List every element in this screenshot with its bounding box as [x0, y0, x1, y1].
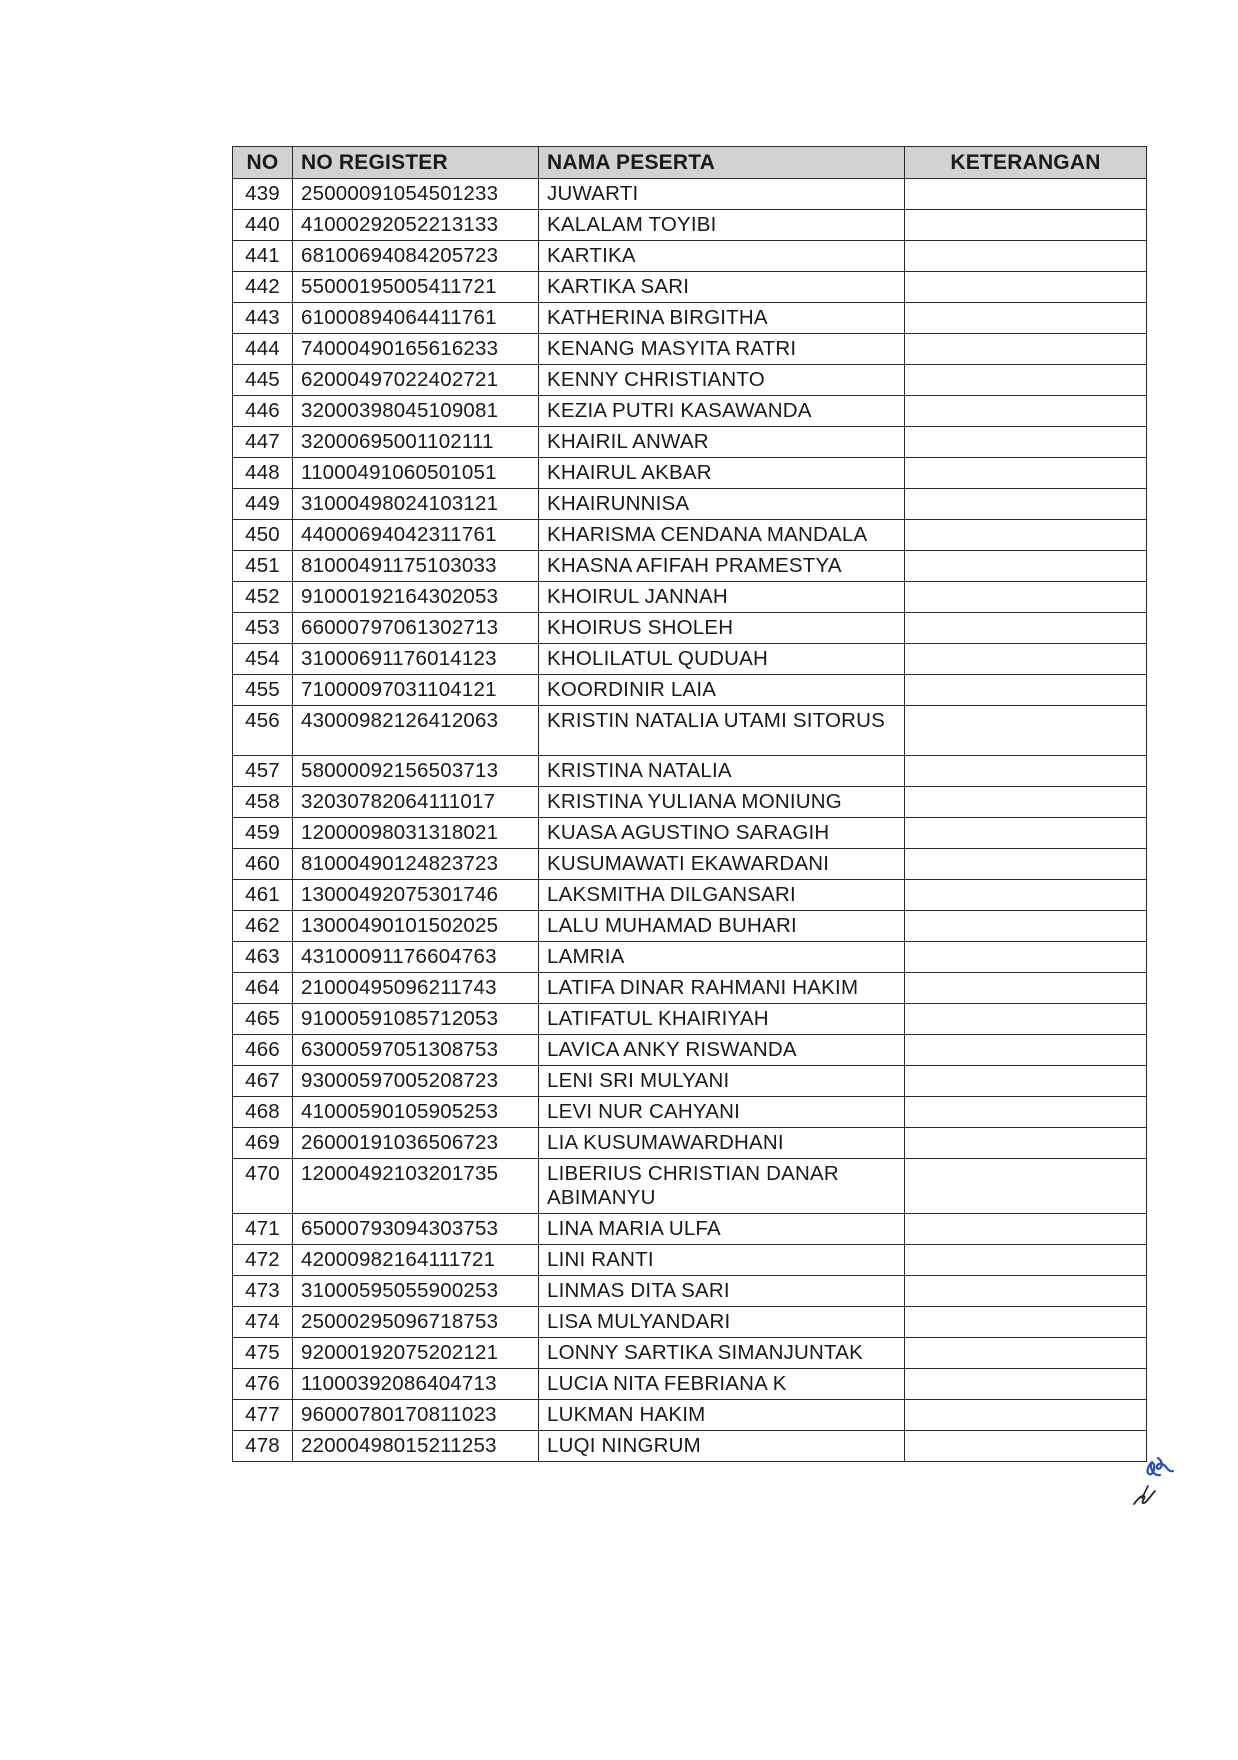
table-row	[233, 489, 1147, 520]
cell-no: 440	[233, 210, 293, 241]
table-row	[233, 334, 1147, 365]
cell-register: 31000595055900253	[293, 1276, 539, 1307]
cell-no: 470	[233, 1159, 293, 1214]
table-row	[233, 818, 1147, 849]
cell-name: KEZIA PUTRI KASAWANDA	[539, 396, 905, 427]
cell-no: 442	[233, 272, 293, 303]
cell-register: 63000597051308753	[293, 1035, 539, 1066]
table-row	[233, 179, 1147, 210]
cell-name: LATIFATUL KHAIRIYAH	[539, 1004, 905, 1035]
cell-no: 460	[233, 849, 293, 880]
cell-register: 26000191036506723	[293, 1128, 539, 1159]
table-row	[233, 849, 1147, 880]
cell-name: LUKMAN HAKIM	[539, 1400, 905, 1431]
table-row	[233, 458, 1147, 489]
cell-register: 32030782064111017	[293, 787, 539, 818]
cell-name: KUSUMAWATI EKAWARDANI	[539, 849, 905, 880]
cell-note	[905, 365, 1147, 396]
cell-note	[905, 1214, 1147, 1245]
cell-no: 467	[233, 1066, 293, 1097]
cell-name: LEVI NUR CAHYANI	[539, 1097, 905, 1128]
table-row	[233, 396, 1147, 427]
table-row	[233, 1066, 1147, 1097]
cell-register: 91000591085712053	[293, 1004, 539, 1035]
table-row	[233, 1214, 1147, 1245]
table-row	[233, 1276, 1147, 1307]
cell-register: 61000894064411761	[293, 303, 539, 334]
cell-no: 478	[233, 1431, 293, 1462]
cell-name: JUWARTI	[539, 179, 905, 210]
table-row	[233, 520, 1147, 551]
cell-note	[905, 272, 1147, 303]
cell-no: 476	[233, 1369, 293, 1400]
cell-name: LONNY SARTIKA SIMANJUNTAK	[539, 1338, 905, 1369]
cell-no: 469	[233, 1128, 293, 1159]
cell-note	[905, 675, 1147, 706]
cell-register: 96000780170811023	[293, 1400, 539, 1431]
table-row	[233, 551, 1147, 582]
cell-name: KENANG MASYITA RATRI	[539, 334, 905, 365]
cell-register: 81000491175103033	[293, 551, 539, 582]
cell-name: KATHERINA BIRGITHA	[539, 303, 905, 334]
cell-name: KALALAM TOYIBI	[539, 210, 905, 241]
table-header-row	[233, 147, 1147, 179]
cell-note	[905, 520, 1147, 551]
cell-register: 41000590105905253	[293, 1097, 539, 1128]
cell-note	[905, 1307, 1147, 1338]
table-row	[233, 1307, 1147, 1338]
cell-note	[905, 1066, 1147, 1097]
cell-note	[905, 458, 1147, 489]
cell-name: KHAIRUL AKBAR	[539, 458, 905, 489]
cell-name: KHOLILATUL QUDUAH	[539, 644, 905, 675]
cell-no: 472	[233, 1245, 293, 1276]
cell-no: 448	[233, 458, 293, 489]
header-note: KETERANGAN	[905, 147, 1147, 179]
cell-no: 455	[233, 675, 293, 706]
cell-no: 471	[233, 1214, 293, 1245]
cell-no: 450	[233, 520, 293, 551]
cell-register: 25000091054501233	[293, 179, 539, 210]
table-row	[233, 1159, 1147, 1214]
table-row	[233, 787, 1147, 818]
cell-note	[905, 179, 1147, 210]
cell-note	[905, 1004, 1147, 1035]
cell-note	[905, 849, 1147, 880]
cell-no: 453	[233, 613, 293, 644]
cell-no: 474	[233, 1307, 293, 1338]
cell-name: LIA KUSUMAWARDHANI	[539, 1128, 905, 1159]
cell-name: KRISTIN NATALIA UTAMI SITORUS	[539, 706, 905, 756]
cell-name: KHOIRUS SHOLEH	[539, 613, 905, 644]
header-name: NAMA PESERTA	[539, 147, 905, 179]
table-row	[233, 427, 1147, 458]
table-row	[233, 942, 1147, 973]
cell-name: LAMRIA	[539, 942, 905, 973]
cell-register: 91000192164302053	[293, 582, 539, 613]
table-row	[233, 1369, 1147, 1400]
cell-name: KOORDINIR LAIA	[539, 675, 905, 706]
cell-register: 32000695001102111	[293, 427, 539, 458]
cell-no: 473	[233, 1276, 293, 1307]
cell-register: 43000982126412063	[293, 706, 539, 756]
cell-note	[905, 880, 1147, 911]
table-row	[233, 1338, 1147, 1369]
header-no: NO	[233, 147, 293, 179]
table-row	[233, 613, 1147, 644]
cell-no: 445	[233, 365, 293, 396]
cell-no: 443	[233, 303, 293, 334]
cell-name: KHAIRUNNISA	[539, 489, 905, 520]
cell-no: 468	[233, 1097, 293, 1128]
cell-note	[905, 973, 1147, 1004]
cell-register: 12000492103201735	[293, 1159, 539, 1214]
cell-note	[905, 1035, 1147, 1066]
cell-note	[905, 1400, 1147, 1431]
cell-no: 477	[233, 1400, 293, 1431]
cell-name: LUCIA NITA FEBRIANA K	[539, 1369, 905, 1400]
cell-name: KHARISMA CENDANA MANDALA	[539, 520, 905, 551]
cell-register: 13000492075301746	[293, 880, 539, 911]
table-row	[233, 365, 1147, 396]
cell-name: KHAIRIL ANWAR	[539, 427, 905, 458]
table-row	[233, 973, 1147, 1004]
cell-note	[905, 787, 1147, 818]
cell-register: 41000292052213133	[293, 210, 539, 241]
table-row	[233, 210, 1147, 241]
cell-name: LATIFA DINAR RAHMANI HAKIM	[539, 973, 905, 1004]
cell-register: 66000797061302713	[293, 613, 539, 644]
cell-note	[905, 334, 1147, 365]
cell-register: 25000295096718753	[293, 1307, 539, 1338]
table-row	[233, 1245, 1147, 1276]
cell-register: 31000691176014123	[293, 644, 539, 675]
cell-register: 11000491060501051	[293, 458, 539, 489]
table-row	[233, 756, 1147, 787]
table-row	[233, 880, 1147, 911]
cell-name: LISA MULYANDARI	[539, 1307, 905, 1338]
cell-note	[905, 241, 1147, 272]
cell-note	[905, 818, 1147, 849]
cell-note	[905, 489, 1147, 520]
cell-name: KRISTINA YULIANA MONIUNG	[539, 787, 905, 818]
cell-register: 12000098031318021	[293, 818, 539, 849]
cell-name: LAVICA ANKY RISWANDA	[539, 1035, 905, 1066]
cell-no: 451	[233, 551, 293, 582]
cell-note	[905, 1369, 1147, 1400]
cell-no: 444	[233, 334, 293, 365]
cell-no: 466	[233, 1035, 293, 1066]
table-row	[233, 644, 1147, 675]
table-row	[233, 1400, 1147, 1431]
cell-note	[905, 1276, 1147, 1307]
cell-name: KRISTINA NATALIA	[539, 756, 905, 787]
cell-register: 74000490165616233	[293, 334, 539, 365]
cell-no: 441	[233, 241, 293, 272]
cell-no: 464	[233, 973, 293, 1004]
cell-no: 475	[233, 1338, 293, 1369]
cell-no: 457	[233, 756, 293, 787]
cell-note	[905, 551, 1147, 582]
cell-register: 31000498024103121	[293, 489, 539, 520]
table-row	[233, 582, 1147, 613]
cell-name: LINI RANTI	[539, 1245, 905, 1276]
cell-note	[905, 706, 1147, 756]
cell-no: 463	[233, 942, 293, 973]
cell-note	[905, 1338, 1147, 1369]
header-register: NO REGISTER	[293, 147, 539, 179]
cell-no: 447	[233, 427, 293, 458]
cell-note	[905, 911, 1147, 942]
cell-register: 65000793094303753	[293, 1214, 539, 1245]
cell-note	[905, 1431, 1147, 1462]
cell-name: LENI SRI MULYANI	[539, 1066, 905, 1097]
table-row	[233, 1097, 1147, 1128]
cell-no: 465	[233, 1004, 293, 1035]
cell-no: 456	[233, 706, 293, 756]
cell-note	[905, 756, 1147, 787]
cell-name: LAKSMITHA DILGANSARI	[539, 880, 905, 911]
cell-register: 55000195005411721	[293, 272, 539, 303]
table-row	[233, 1431, 1147, 1462]
cell-no: 452	[233, 582, 293, 613]
cell-note	[905, 644, 1147, 675]
cell-name: LINMAS DITA SARI	[539, 1276, 905, 1307]
cell-name: LIBERIUS CHRISTIAN DANAR ABIMANYU	[539, 1159, 905, 1214]
cell-note	[905, 613, 1147, 644]
table-row	[233, 272, 1147, 303]
cell-name: KARTIKA	[539, 241, 905, 272]
cell-no: 446	[233, 396, 293, 427]
table-row	[233, 1128, 1147, 1159]
cell-note	[905, 1097, 1147, 1128]
cell-register: 32000398045109081	[293, 396, 539, 427]
cell-no: 439	[233, 179, 293, 210]
table-row	[233, 241, 1147, 272]
cell-register: 81000490124823723	[293, 849, 539, 880]
cell-register: 93000597005208723	[293, 1066, 539, 1097]
table-row	[233, 675, 1147, 706]
cell-name: KUASA AGUSTINO SARAGIH	[539, 818, 905, 849]
cell-no: 454	[233, 644, 293, 675]
cell-name: KENNY CHRISTIANTO	[539, 365, 905, 396]
cell-no: 461	[233, 880, 293, 911]
cell-no: 462	[233, 911, 293, 942]
cell-note	[905, 303, 1147, 334]
cell-note	[905, 427, 1147, 458]
cell-name: LINA MARIA ULFA	[539, 1214, 905, 1245]
cell-register: 43100091176604763	[293, 942, 539, 973]
cell-register: 44000694042311761	[293, 520, 539, 551]
cell-no: 449	[233, 489, 293, 520]
cell-note	[905, 1159, 1147, 1214]
cell-note	[905, 1128, 1147, 1159]
table-body	[233, 179, 1147, 1462]
table-row	[233, 911, 1147, 942]
cell-no: 459	[233, 818, 293, 849]
initials-signature-icon	[1128, 1448, 1188, 1508]
cell-name: LALU MUHAMAD BUHARI	[539, 911, 905, 942]
cell-note	[905, 210, 1147, 241]
table-row	[233, 1004, 1147, 1035]
cell-register: 58000092156503713	[293, 756, 539, 787]
table-row	[233, 303, 1147, 334]
cell-name: KHOIRUL JANNAH	[539, 582, 905, 613]
cell-register: 62000497022402721	[293, 365, 539, 396]
cell-note	[905, 582, 1147, 613]
table-row	[233, 706, 1147, 756]
cell-register: 71000097031104121	[293, 675, 539, 706]
cell-register: 21000495096211743	[293, 973, 539, 1004]
cell-note	[905, 396, 1147, 427]
cell-register: 13000490101502025	[293, 911, 539, 942]
cell-register: 11000392086404713	[293, 1369, 539, 1400]
cell-note	[905, 942, 1147, 973]
cell-name: LUQI NINGRUM	[539, 1431, 905, 1462]
cell-no: 458	[233, 787, 293, 818]
cell-register: 68100694084205723	[293, 241, 539, 272]
cell-name: KARTIKA SARI	[539, 272, 905, 303]
cell-register: 92000192075202121	[293, 1338, 539, 1369]
cell-register: 22000498015211253	[293, 1431, 539, 1462]
cell-register: 42000982164111721	[293, 1245, 539, 1276]
table-row	[233, 1035, 1147, 1066]
participant-table	[232, 146, 1147, 1462]
cell-name: KHASNA AFIFAH PRAMESTYA	[539, 551, 905, 582]
cell-note	[905, 1245, 1147, 1276]
